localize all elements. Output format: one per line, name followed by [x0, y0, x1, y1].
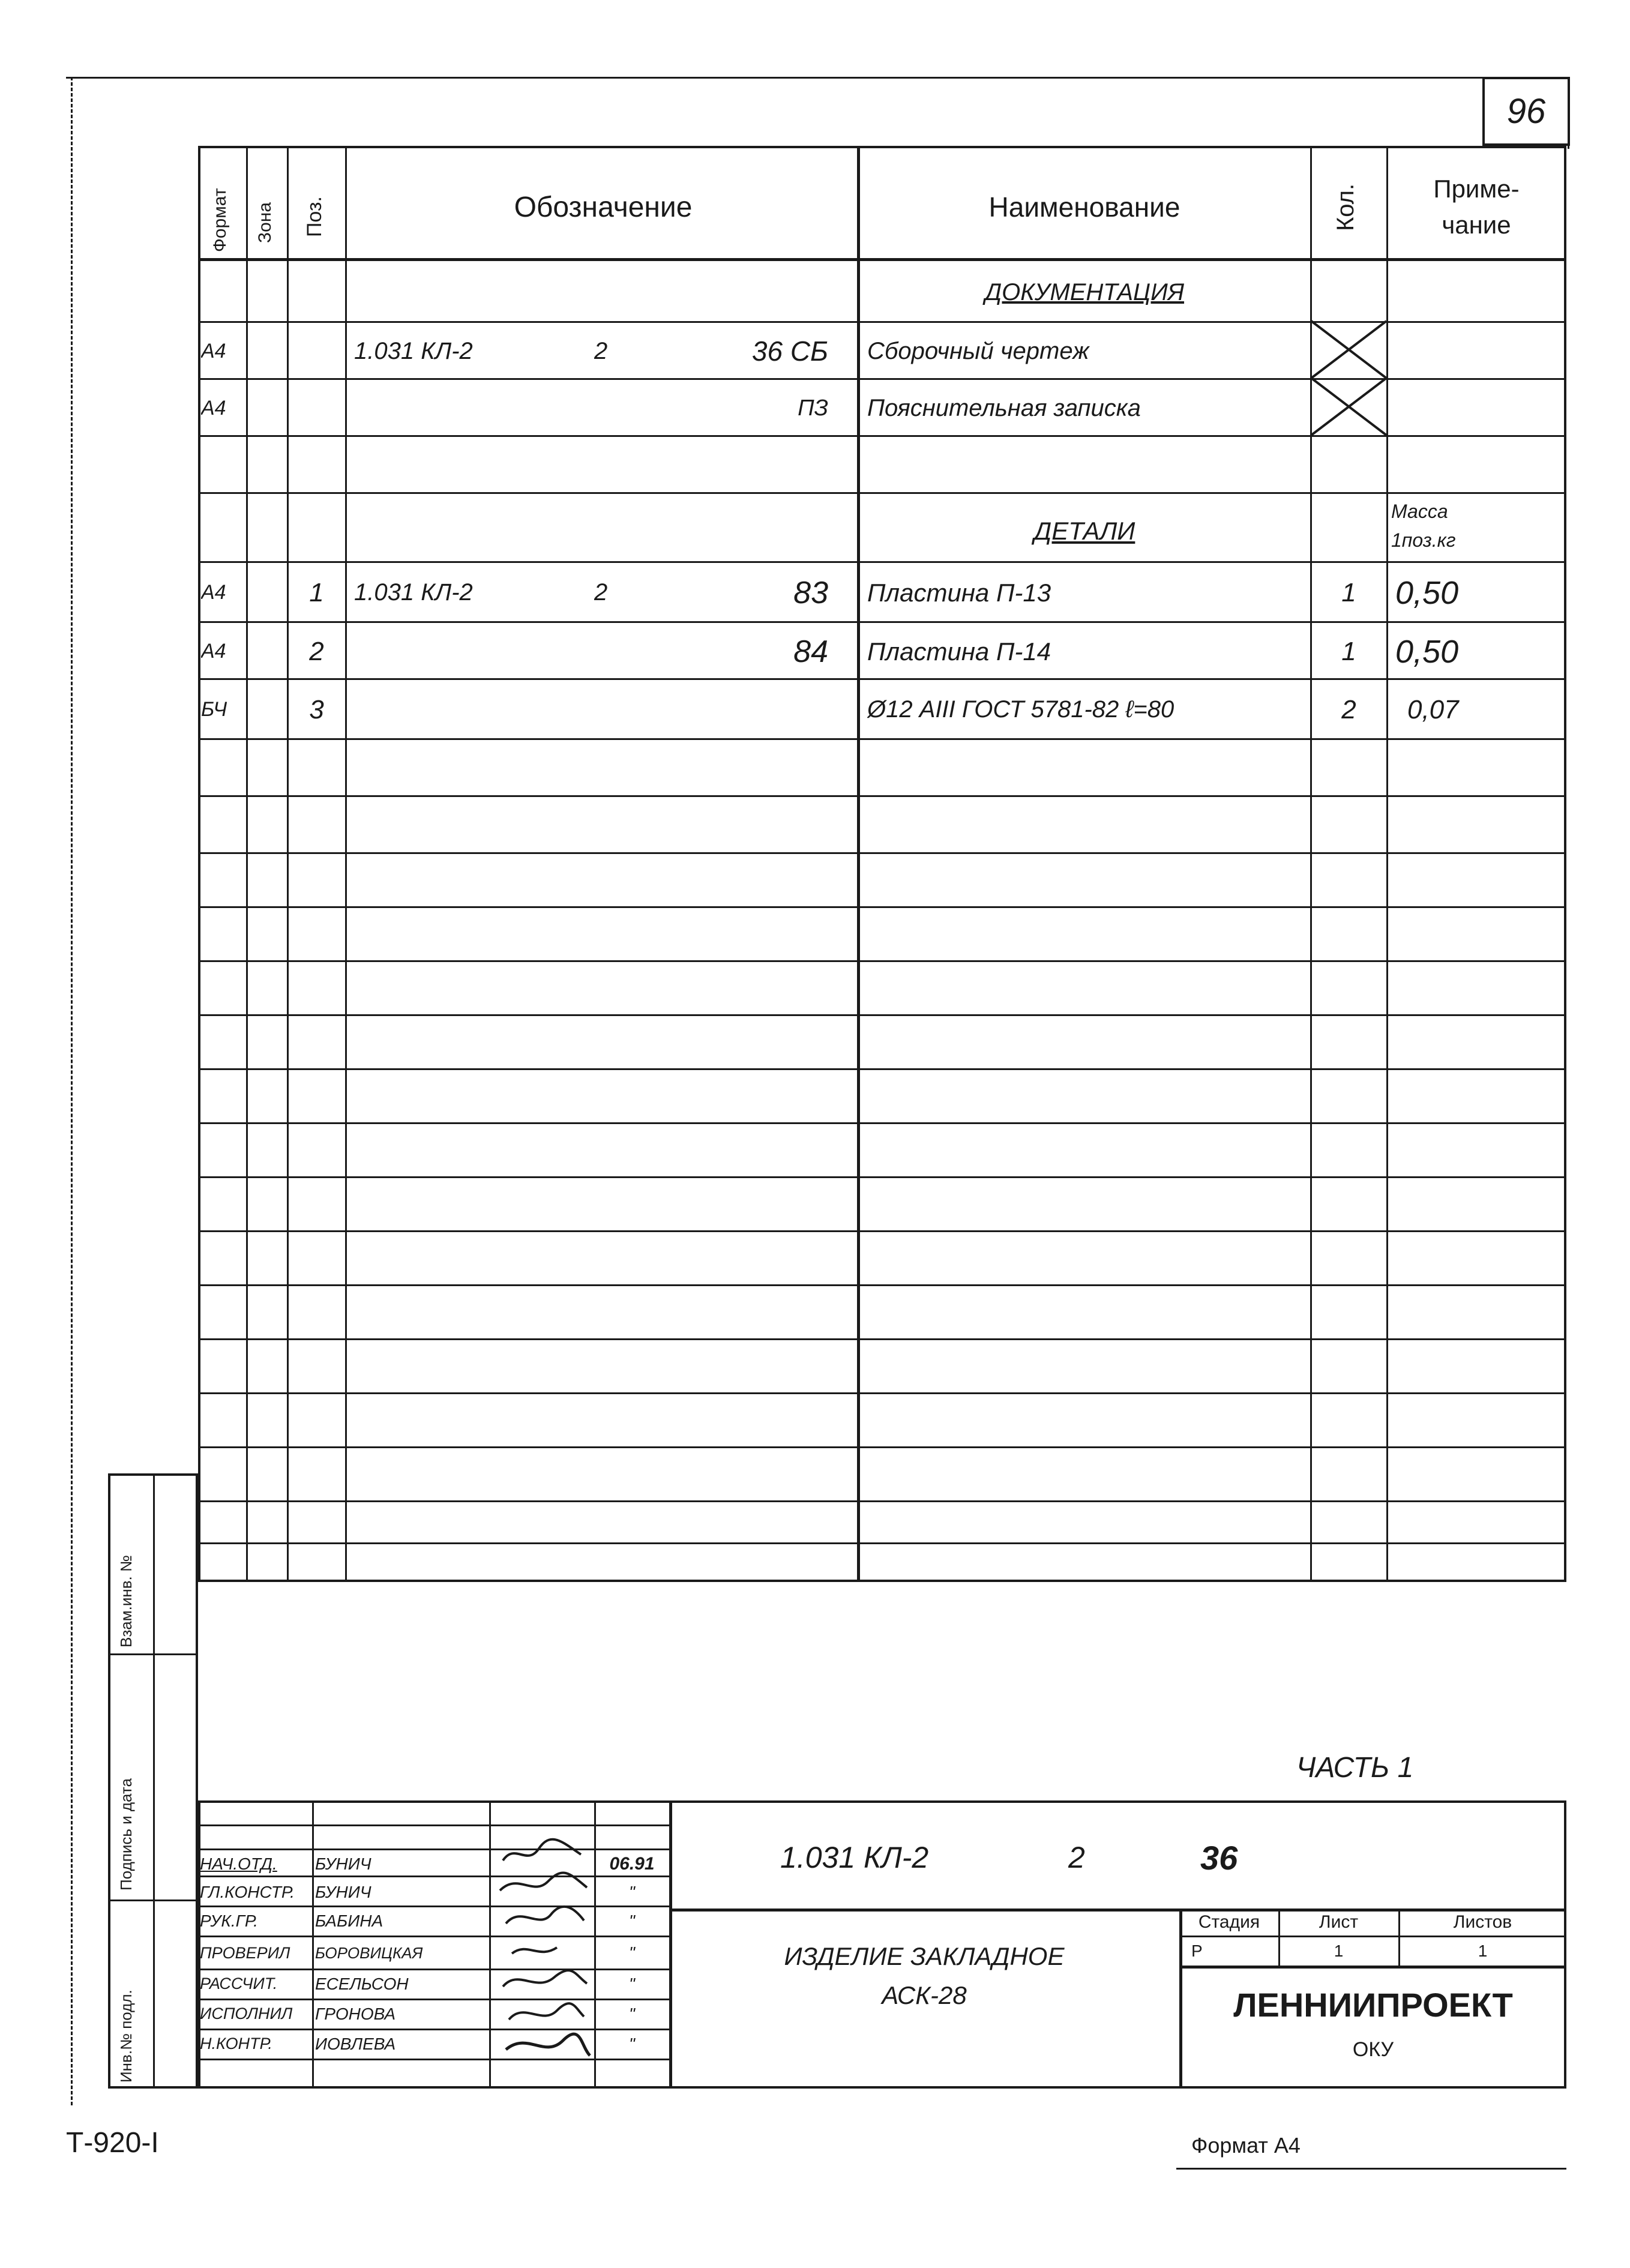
tb-role-4: ПРОВЕРИЛ: [200, 1943, 290, 1962]
row-line: [198, 678, 1566, 680]
detail-row-3-qty: 2: [1341, 694, 1356, 724]
tb-date-7: ": [629, 2034, 635, 2053]
header-note-line2: чание: [1442, 211, 1511, 239]
doc-row-1-code: 1.031 КЛ-2: [354, 337, 473, 364]
tb-col-line: [312, 1800, 314, 2089]
side-stamp-line: [108, 1900, 198, 1901]
row-line: [198, 795, 1566, 797]
header-qty: Кол.: [1332, 183, 1359, 231]
detail-row-1-code: 1.031 КЛ-2: [354, 579, 473, 606]
header-note-line1: Приме-: [1433, 175, 1520, 203]
row-line: [198, 435, 1566, 437]
top-border: [66, 77, 1560, 79]
tb-sheets-label: Листов: [1453, 1912, 1512, 1932]
signatures: [491, 1824, 593, 2089]
tb-name-6: ГРОНОВА: [315, 2004, 396, 2023]
side-stamp-line: [108, 1653, 198, 1655]
detail-row-3-name: Ø12 АIII ГОСТ 5781-82 ℓ=80: [867, 696, 1174, 723]
row-line: [198, 1230, 1566, 1232]
detail-row-2-qty: 1: [1341, 636, 1356, 666]
tb-date-3: ": [629, 1911, 635, 1930]
col-line-designation: [857, 146, 860, 1582]
mass-note-line1: Масса: [1391, 500, 1448, 522]
tb-sheet-label: Лист: [1319, 1912, 1359, 1932]
row-line: [198, 738, 1566, 740]
doc-row-2-format: А4: [201, 396, 226, 420]
row-line: [198, 492, 1566, 494]
row-line: [198, 960, 1566, 962]
tb-name-3: БАБИНА: [315, 1911, 383, 1930]
tb-row-line: [198, 1848, 669, 1850]
row-line: [198, 906, 1566, 908]
row-line: [198, 1446, 1566, 1448]
row-line: [198, 1284, 1566, 1286]
tb-name-5: ЕСЕЛЬСОН: [315, 1974, 409, 1993]
tb-date-1: 06.91: [609, 1854, 655, 1874]
detail-row-3-pos: 3: [309, 694, 324, 724]
tb-sheets-value: 1: [1478, 1941, 1488, 1960]
side-label-podpis: Подпись и дата: [117, 1778, 135, 1891]
section-documentation: ДОКУМЕНТАЦИЯ: [984, 279, 1185, 305]
row-line: [198, 1500, 1566, 1502]
row-line: [198, 621, 1566, 623]
row-line: [198, 561, 1566, 563]
detail-row-1-format: А4: [201, 581, 226, 604]
tb-product-line1: ИЗДЕЛИЕ ЗАКЛАДНОЕ: [784, 1942, 1065, 1970]
row-line: [198, 1542, 1566, 1544]
part-label: ЧАСТЬ 1: [1296, 1751, 1414, 1784]
detail-row-2-pos: 2: [309, 636, 324, 666]
tb-row-line: [198, 1936, 669, 1937]
tb-date-2: ": [629, 1882, 635, 1901]
tb-role-3: РУК.ГР.: [200, 1911, 258, 1930]
detail-row-3-format: БЧ: [201, 698, 227, 721]
tb-doc-issue: 2: [1068, 1841, 1085, 1874]
footer-format: Формат А4: [1191, 2133, 1301, 2158]
tb-doc-number: 36: [1200, 1838, 1238, 1877]
detail-row-3-note: 0,07: [1407, 694, 1459, 724]
tb-name-4: БОРОВИЦКАЯ: [315, 1943, 423, 1962]
side-label-inv: Инв.№ подл.: [117, 1990, 135, 2083]
tb-row-line: [198, 1824, 669, 1826]
row-line: [198, 1122, 1566, 1124]
row-line: [198, 1014, 1566, 1016]
tb-name-1: БУНИЧ: [315, 1854, 371, 1873]
detail-row-1-qty: 1: [1341, 577, 1356, 607]
sheet-number: 96: [1506, 91, 1546, 131]
tb-role-1: НАЧ.ОТД.: [200, 1854, 277, 1873]
tb-role-6: ИСПОЛНИЛ: [200, 2005, 293, 2023]
tb-role-7: Н.КОНТР.: [200, 2035, 272, 2053]
header-zone: Зона: [255, 202, 275, 243]
doc-row-2-name: Пояснительная записка: [867, 394, 1141, 421]
tb-role-5: РАССЧИТ.: [200, 1975, 278, 1993]
left-border: [71, 77, 73, 2105]
tb-org-dept: ОКУ: [1352, 2038, 1394, 2061]
header-name: Наименование: [988, 191, 1180, 223]
tb-date-6: ": [629, 2004, 635, 2023]
tb-name-2: БУНИЧ: [315, 1882, 371, 1901]
detail-row-1-note: 0,50: [1395, 574, 1459, 611]
tb-name-7: ИОВЛЕВА: [315, 2034, 396, 2053]
footer-code: Т-920-I: [66, 2126, 159, 2159]
tb-stage-value: Р: [1191, 1941, 1203, 1960]
row-line: [198, 852, 1566, 854]
tb-date-5: ": [629, 1974, 635, 1993]
doc-row-1-name: Сборочный чертеж: [867, 337, 1089, 364]
detail-row-2-name: Пластина П-14: [867, 637, 1051, 666]
footer-line: [1176, 2168, 1566, 2170]
side-stamp-divider: [153, 1473, 155, 2089]
col-line-zone: [287, 146, 289, 1582]
section-details: ДЕТАЛИ: [1033, 517, 1135, 545]
col-line-format: [246, 146, 248, 1582]
header-designation: Обозначение: [514, 191, 693, 223]
header-format: Формат: [210, 188, 230, 252]
detail-row-1-suffix: 83: [793, 575, 828, 610]
tb-sheet-value: 1: [1334, 1941, 1344, 1960]
header-separator: [198, 258, 1566, 261]
doc-row-1-issue: 2: [594, 337, 608, 364]
col-line-pos: [345, 146, 347, 1582]
detail-row-2-format: А4: [201, 640, 226, 663]
header-pos: Поз.: [303, 196, 326, 237]
doc-row-2-qty-cross: [1311, 378, 1386, 435]
tb-row-line: [198, 2059, 669, 2060]
detail-row-1-pos: 1: [309, 577, 324, 607]
row-line: [198, 1338, 1566, 1340]
tb-doc-code: 1.031 КЛ-2: [780, 1841, 929, 1874]
tb-stage-bottom: [1179, 1966, 1566, 1969]
detail-row-2-note: 0,50: [1395, 633, 1459, 670]
doc-row-1-qty-cross: [1311, 321, 1386, 378]
detail-row-1-name: Пластина П-13: [867, 578, 1051, 607]
tb-date-4: ": [629, 1943, 635, 1962]
row-line: [198, 1068, 1566, 1070]
tb-role-2: ГЛ.КОНСТР.: [200, 1882, 295, 1901]
detail-row-2-suffix: 84: [793, 634, 828, 669]
tb-stage-label: Стадия: [1198, 1912, 1260, 1932]
mass-note-line2: 1поз.кг: [1391, 529, 1456, 551]
tb-org-name: ЛЕННИИПРОЕКТ: [1233, 1985, 1513, 2024]
doc-row-1-suffix: 36 СБ: [751, 335, 828, 367]
tb-product-line2: АСК-28: [882, 1981, 967, 2009]
col-line-qty: [1386, 146, 1388, 1582]
row-line: [198, 1176, 1566, 1178]
row-line: [198, 1392, 1566, 1394]
doc-row-1-format: А4: [201, 339, 226, 362]
doc-row-2-suffix: ПЗ: [798, 395, 828, 421]
detail-row-1-issue: 2: [594, 579, 608, 606]
side-label-vzam: Взам.инв. №: [117, 1555, 135, 1647]
